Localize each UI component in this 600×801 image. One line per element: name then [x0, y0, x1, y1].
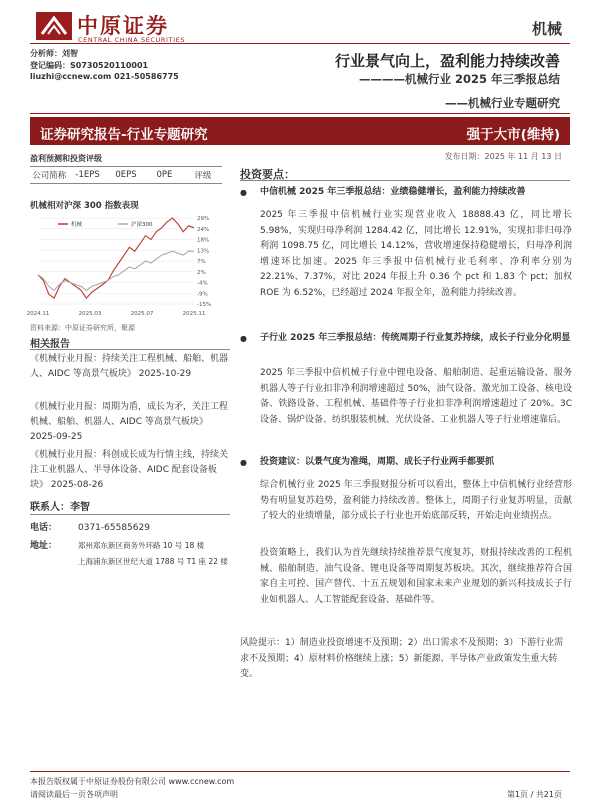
company-logo-subtitle: CENTRAL CHINA SECURITIES [78, 36, 186, 44]
phone-value: 0371-65585629 [78, 523, 150, 533]
forecast-col: 0PE [156, 170, 173, 180]
forecast-col: 0EPS [115, 170, 137, 180]
company-logo-text: 中原证券 [77, 14, 169, 38]
point-2-body: 2025 年三季报中信机械子行业中锂电设备、船舶制造、起重运输设备、服务机器人等子行业扣非净利润增速超过 50%，油气设备、激光加工设备、核电设备、铁路设备、工程机械、基础件等子行业扣非净利润增速超过了 20%。3C 设备、锅炉设备、纺织服装机械、光伏设备、工业机器人等子行业增速靠后。 [260, 368, 572, 425]
key-points-divider [240, 180, 570, 181]
bullet-icon: ● [240, 188, 247, 197]
related-report-item: 《机械行业月报：科创成长成为行情主线，持续关注工业机器人、半导体设备、AIDC 配套设备板块》 2025-08-26 [30, 450, 229, 490]
point-1-heading: 中信机械 2025 年三季报总结：业绩稳健增长，盈利能力持续改善 [260, 187, 526, 197]
chart-source: 资料来源：中原证券研究所，聚源 [30, 324, 135, 332]
related-divider [30, 349, 230, 350]
industry-tag: 机械 [531, 20, 562, 38]
chart-title: 机械相对沪深 300 指数表现 [30, 201, 139, 211]
related-report-item: 《机械行业月报：持续关注工程机械、船舶、机器人、AIDC 等高景气板块》 2025-10-29 [30, 354, 229, 379]
contact-address-2 [78, 556, 228, 567]
related-reports-heading: 相关报告 [30, 339, 70, 350]
report-title: 行业景气向上，盈利能力持续改善 [334, 52, 560, 70]
footer-text [30, 775, 234, 801]
phone-label: 电话： [30, 523, 58, 533]
bullet-icon: ● [240, 334, 247, 343]
y-tick-label: 13% [197, 248, 210, 255]
x-tick-label: 2024.11 [26, 311, 50, 317]
analyst-contact: liuzhi@ccnew.com 021-50586775 [30, 72, 179, 81]
title-divider [30, 113, 570, 114]
forecast-heading: 盈利预测和投资评级 [30, 154, 102, 163]
report-type: 证券研究报告-行业专题研究 [40, 127, 208, 143]
footer-copyright: 本报告版权属于中原证券股份有限公司 www.ccnew.com [30, 777, 235, 786]
forecast-table-header [30, 166, 222, 184]
y-tick-label: -15% [197, 302, 212, 308]
publish-date: 发布日期：2025 年 11 月 13 日 [444, 152, 562, 161]
header-divider [30, 43, 570, 44]
legend-label: 沪深300 [131, 222, 153, 228]
contact-heading: 联系人：李智 [30, 502, 90, 513]
footer-divider [30, 771, 570, 772]
forecast-col: 评级 [194, 171, 212, 181]
report-banner [30, 117, 570, 145]
logo-icon [36, 12, 72, 40]
series-line-0 [38, 218, 194, 298]
x-tick-label: 2025.07 [130, 311, 154, 317]
related-report-item: 《机械行业月报：周期为盾，成长为矛，关注工程机械、船舶、机器人、AIDC 等高景气板块》 2025-09-25 [30, 402, 229, 442]
contact-address [30, 538, 204, 551]
address-line-2: 上海浦东新区世纪大道 1788 号 T1 座 22 楼 [78, 557, 228, 566]
contact-divider [30, 514, 230, 515]
address-label: 地址： [30, 541, 58, 551]
y-tick-label: 29% [197, 216, 210, 222]
relative-performance-chart [26, 214, 222, 318]
address-line-1: 郑州郑东新区商务外环路 10 号 18 楼 [78, 541, 205, 550]
y-tick-label: 24% [197, 226, 210, 233]
y-tick-label: -4% [197, 280, 208, 287]
point-3-body-1: 综合机械行业 2025 年三季报财报分析可以看出，整体上中信机械行业经营形势有明显复苏趋势，盈利能力持续改善。整体上，周期子行业复苏明显，贡献了较大的业绩增量，部分成长子行业也开始底部反转，开始走向业绩拐点。 [260, 480, 572, 521]
forecast-col: 公司简称 [32, 171, 67, 181]
y-tick-label: 7% [197, 259, 206, 265]
key-points-heading: 投资要点： [240, 168, 295, 181]
y-tick-label: 2% [197, 269, 206, 276]
point-3-heading: 投资建议：以景气度为准绳，周期、成长子行业两手都要抓 [260, 457, 495, 467]
bullet-icon: ● [240, 458, 247, 467]
contact-phone [30, 520, 150, 533]
legend-label: 机械 [71, 222, 83, 228]
point-1-body: 2025 年三季报中信机械行业实现营业收入 18888.43 亿，同比增长 5.98%，实现归母净利润 1284.42 亿，同比增长 12.91%，实现扣非归母净利润 1098.75 亿，同比增长 14.12%，营收增速保持稳健增长，归母净利润增速环比加速。2025 年三季报中信机械行业毛利率、净利率分别为 22.21%、7.37%，对比 2024 年报上升 0.36 个 pct 和 1.83 个 pct；加权 ROE 为 6.52%，已经超过 2024 年报全年，盈利能力持续改善。 [260, 210, 572, 298]
x-tick-label: 2025.11 [182, 311, 206, 317]
x-tick-label: 2025.03 [78, 311, 102, 317]
report-series: ——机械行业专题研究 [445, 96, 560, 110]
point-2-heading: 子行业 2025 年三季报总结：传统周期子行业复苏持续，成长子行业分化明显 [260, 333, 571, 343]
y-tick-label: 18% [197, 237, 210, 244]
footer-disclaimer-note: 请阅读最后一页各项声明 [30, 790, 118, 799]
page-number: 第1页 / 共21页 [506, 790, 562, 799]
risk-warning: 风险提示：1）制造业投资增速不及预期；2）出口需求不及预期；3）下游行业需求不及预期；4）原材料价格继续上涨；5）新能源、半导体产业政策发生重大转变。 [240, 638, 564, 679]
analyst-name: 分析师：刘智 [30, 49, 78, 58]
report-subtitle: ————机械行业 2025 年三季报总结 [358, 72, 560, 86]
point-3-body-2: 投资策略上，我们认为首先继续持续推荐景气度复苏，财报持续改善的工程机械、船舶制造、油气设备、锂电设备等周期复苏板块。其次，继续推荐符合国家自主可控、国产替代、十五五规划和国家未来产业规划的新兴科技成长子行业如机器人、人工智能配套设备、基础件等。 [260, 548, 572, 605]
analyst-reg-code: 登记编码：S0730520110001 [30, 61, 149, 70]
y-tick-label: -9% [197, 291, 208, 298]
rating: 强于大市(维持) [466, 127, 560, 143]
forecast-col: -1EPS [75, 170, 100, 180]
